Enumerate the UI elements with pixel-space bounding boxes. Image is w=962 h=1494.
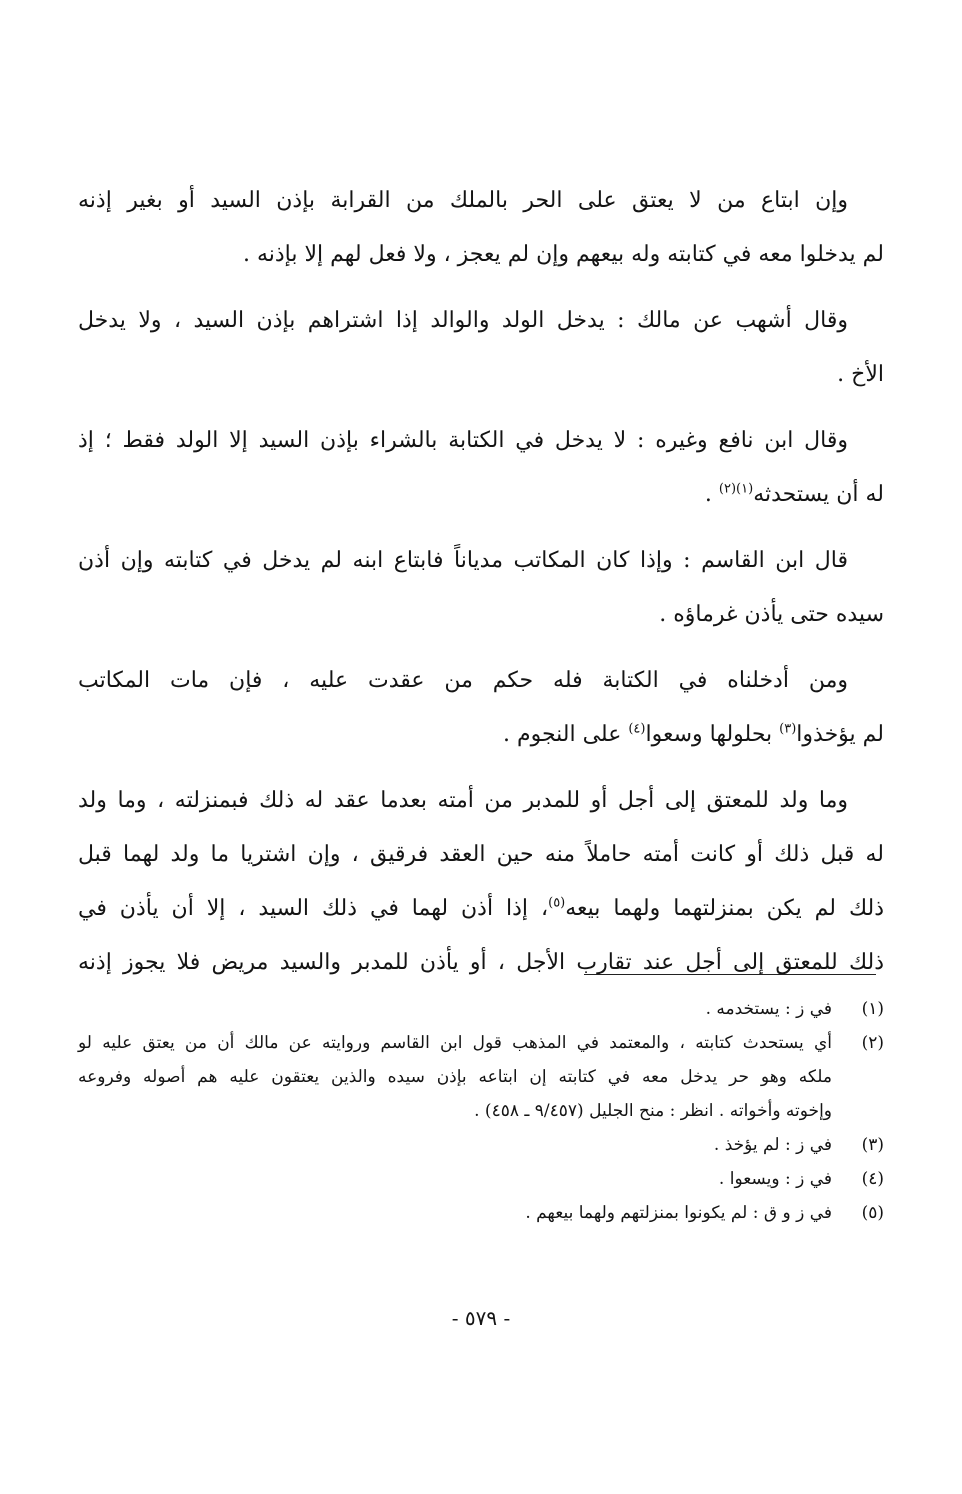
footnote-1	[78, 992, 884, 1026]
footnote-line: في ز و ق : لم يكونوا بمنزلتهم ولهما بيعهم .	[525, 1203, 832, 1223]
paragraph-5	[78, 654, 884, 762]
footnote-line: أي يستحدث كتابته ، والمعتمد في المذهب قول ابن القاسم وروايته عن مالك أن من يعتق عليه لو	[78, 1033, 832, 1053]
text-line	[78, 882, 884, 936]
footnote-5	[78, 1196, 884, 1230]
text-line	[78, 708, 884, 762]
text-segment: .	[704, 482, 712, 507]
text-line: سيده حتى يأذن غرماؤه .	[659, 602, 884, 627]
text-segment: ، إذا أذن لهما في ذلك السيد ، إلا أن يأذن في	[78, 896, 549, 921]
footnote-number: (١)	[861, 999, 884, 1019]
footnote-reference[interactable]: (٤)	[628, 721, 646, 737]
footnote-2	[78, 1026, 884, 1128]
footnote-line: في ز : ويسعوا .	[718, 1169, 832, 1189]
footnote-body	[78, 992, 842, 1026]
text-line: وقال ابن نافع وغيره : لا يدخل في الكتابة بالشراء بإذن السيد إلا الولد فقط ؛ إذ	[78, 428, 848, 453]
footnote-line: ملكه وهو حر يدخل معه في كتابته إن ابتاعه بإذن سيده والذين يعتقون عليه هم أصوله وفروعه	[78, 1067, 832, 1087]
text-segment: له أن يستحدثه	[753, 482, 884, 507]
text-line: الأخ .	[837, 362, 884, 387]
paragraph-1	[78, 174, 884, 282]
text-segment: ذلك لم يكن بمنزلتهما ولهما بيعه	[565, 896, 884, 921]
text-line: ومن أدخلناه في الكتابة فله حكم من عقدت عليه ، فإن مات المكاتب	[78, 668, 848, 693]
text-line: قال ابن القاسم : وإذا كان المكاتب مدياناً فابتاع ابنه لم يدخل في كتابته وإن أذن	[78, 548, 848, 573]
footnote-reference[interactable]: (١)(٢)	[718, 481, 754, 497]
footnote-number: (٣)	[861, 1135, 884, 1155]
text-line: ذلك للمعتق إلى أجل عند تقارب الأجل ، أو يأذن للمدبر والسيد مريض فلا يجوز إذنه	[78, 950, 884, 975]
footnote-line: في ز : يستخدمه .	[705, 999, 832, 1019]
paragraph-4	[78, 534, 884, 642]
footnote-reference[interactable]: (٣)	[779, 721, 797, 737]
text-line: له قبل ذلك أو كانت أمته حاملاً منه حين العقد فرقيق ، وإن اشتريا ما ولد لهما قبل	[78, 842, 884, 867]
footnote-4	[78, 1162, 884, 1196]
footnote-number: (٤)	[861, 1169, 884, 1189]
footnote-line: وإخوته وأخواته . انظر : منح الجليل (٩/٤٥٧ ـ ٤٥٨) .	[474, 1101, 832, 1121]
footnote-body	[78, 1026, 842, 1128]
text-segment: بحلولها وسعوا	[645, 722, 780, 747]
page-number: - ٥٧٩ -	[451, 1306, 511, 1330]
footnote-3	[78, 1128, 884, 1162]
main-text	[78, 174, 884, 1002]
paragraph-3	[78, 414, 884, 522]
footnote-separator	[584, 974, 876, 975]
paragraph-6	[78, 774, 884, 990]
text-segment: لم يؤخذوا	[796, 722, 884, 747]
footnotes	[78, 992, 884, 1230]
paragraph-2	[78, 294, 884, 402]
text-line: وقال أشهب عن مالك : يدخل الولد والوالد إذا اشتراهم بإذن السيد ، ولا يدخل	[78, 308, 848, 333]
footnote-body	[78, 1128, 842, 1162]
footnote-reference[interactable]: (٥)	[548, 895, 566, 911]
text-segment: على النجوم .	[502, 722, 629, 747]
footnote-line: في ز : لم يؤخذ .	[713, 1135, 832, 1155]
text-line	[78, 468, 884, 522]
text-line: لم يدخلوا معه في كتابته وله بيعهم وإن لم يعجز ، ولا فعل لهم إلا بإذنه .	[242, 242, 884, 267]
footnote-body	[78, 1196, 842, 1230]
footnote-number: (٥)	[861, 1203, 884, 1223]
footnote-number: (٢)	[861, 1033, 884, 1053]
text-line: وإن ابتاع من لا يعتق على الحر بالملك من القرابة بإذن السيد أو بغير إذنه	[78, 188, 848, 213]
footnote-body	[78, 1162, 842, 1196]
text-line: وما ولد للمعتق إلى أجل أو للمدبر من أمته بعدما عقد له ذلك فبمنزلته ، وما ولد	[78, 788, 848, 813]
